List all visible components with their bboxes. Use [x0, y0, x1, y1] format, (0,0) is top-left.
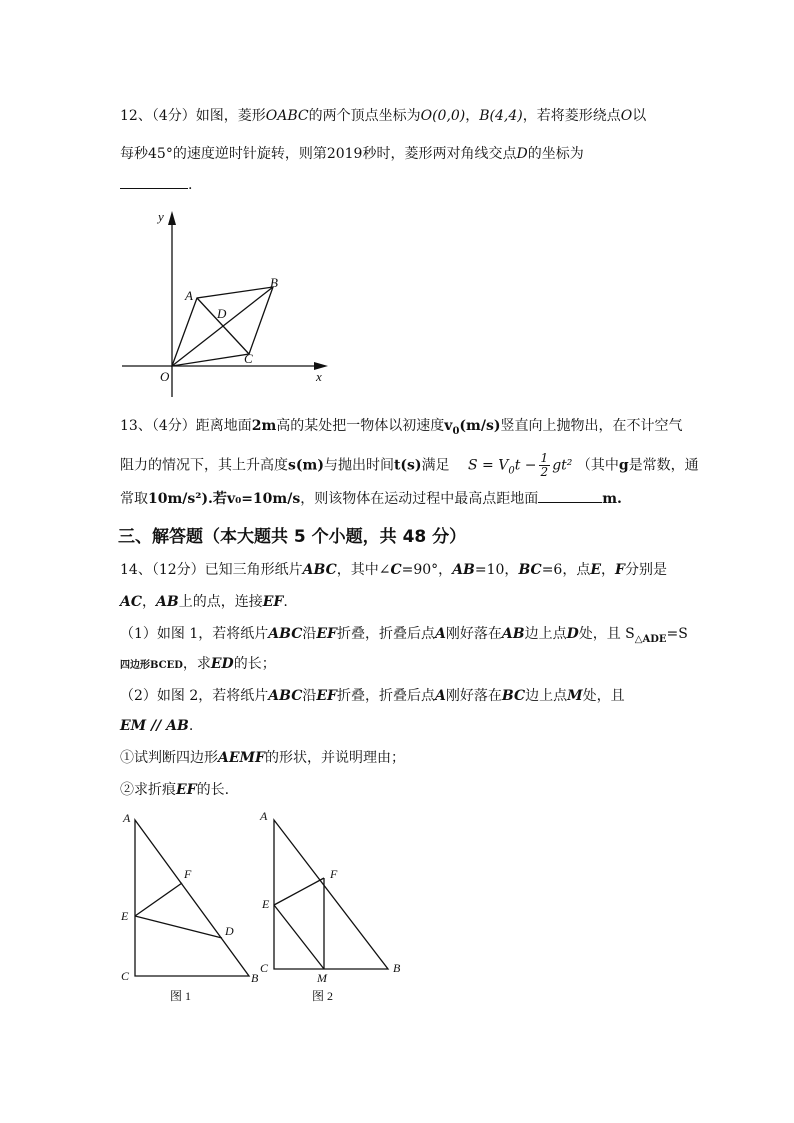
label-m: M: [317, 971, 327, 985]
text: 每秒: [120, 146, 148, 162]
q14-line-1: [120, 560, 667, 580]
math: v: [444, 418, 453, 434]
text: 折叠，折叠后点: [337, 626, 435, 642]
math: AB: [156, 594, 179, 610]
q14-line-2: [120, 592, 288, 612]
text: 14、（12分）已知三角形纸片: [120, 562, 303, 578]
text: 的坐标为: [527, 146, 584, 162]
text: 边上点: [524, 626, 567, 642]
segment-em: [274, 905, 324, 969]
formula-part: 0: [508, 465, 515, 477]
label-c: C: [260, 961, 269, 975]
text: （2）如图 2，若将纸片: [120, 688, 269, 704]
text: .: [283, 594, 288, 610]
math: BC: [518, 562, 542, 578]
text: ，若将菱形绕点: [522, 108, 621, 124]
text: =90°，: [401, 562, 453, 578]
text: ，则该物体在运动过程中最高点距地面: [300, 491, 539, 507]
text: 的长.: [196, 782, 230, 798]
segment-ed: [135, 916, 222, 938]
text: 刚好落在: [445, 688, 502, 704]
math: F: [615, 562, 625, 578]
label-e: E: [262, 897, 270, 911]
math: A: [435, 626, 446, 642]
math: ABC: [268, 626, 303, 642]
q12-answer-line: [120, 174, 192, 195]
answer-blank: [120, 174, 188, 189]
text: ①试判断四边形: [120, 750, 218, 766]
denominator: 2: [540, 465, 549, 479]
segment-ef: [274, 878, 324, 905]
math: ABC: [268, 688, 303, 704]
formula-part: gt²: [552, 457, 573, 474]
math: OABC: [265, 108, 309, 124]
math: s(m): [288, 457, 324, 474]
math: AB: [501, 626, 525, 642]
text: ，: [601, 562, 615, 578]
label-b: B: [393, 961, 401, 975]
math: E: [590, 562, 601, 578]
fraction: [539, 452, 551, 479]
q14-part2-line-1: [120, 686, 625, 706]
math: EF: [316, 688, 337, 704]
segment-ef: [135, 883, 182, 916]
text: 的形状，并说明理由；: [264, 750, 405, 766]
math: B(4,4): [479, 108, 523, 124]
text: 竖直向上抛物出，在不计空气: [500, 418, 683, 434]
text: ，: [465, 108, 480, 124]
math: t(s): [393, 457, 422, 474]
q12-line-2: [120, 144, 584, 164]
text: 阻力的情况下，其上升高度: [120, 457, 288, 474]
text: 12、（4分）如图，菱形: [120, 108, 266, 124]
text: 常取: [120, 491, 148, 507]
label-d: D: [217, 306, 227, 321]
q14-part1-line-1: [120, 624, 688, 650]
text: .: [188, 177, 193, 193]
text: （1）如图 1，若将纸片: [120, 626, 269, 642]
text: 上的点，连接: [178, 594, 263, 610]
q13-line-1: [120, 416, 682, 442]
math: g: [618, 457, 629, 474]
label-a: A: [260, 809, 268, 823]
triangle-abc: [135, 820, 249, 976]
text: 处，且 S: [578, 626, 635, 642]
y-axis-arrow: [168, 211, 176, 225]
text: ，求: [182, 656, 211, 672]
math: C: [390, 562, 402, 578]
math: M: [567, 688, 583, 704]
math: 四边形BCED: [120, 660, 183, 671]
text: 刚好落在: [445, 626, 502, 642]
math: 2019: [326, 146, 363, 162]
label-f: F: [184, 867, 192, 881]
label-d: D: [225, 924, 234, 938]
math: AEMF: [218, 750, 265, 766]
text: 的两个顶点坐标为: [308, 108, 421, 124]
text: 的长；: [233, 656, 276, 672]
math: (m/s): [459, 418, 501, 434]
label-b: B: [251, 971, 259, 985]
text: ，: [142, 594, 157, 610]
text: 高的某处把一物体以初速度: [276, 418, 445, 434]
text: 边上点: [525, 688, 568, 704]
label-o: O: [160, 369, 170, 384]
section-3-heading: 三、解答题（本大题共 5 个小题，共 48 分）: [118, 527, 467, 547]
math: O(0,0): [420, 108, 466, 124]
formula-part: t −: [514, 457, 537, 474]
text: 沿: [302, 688, 317, 704]
figure-caption: 图 2: [312, 989, 334, 1003]
text: m.: [602, 491, 622, 507]
q12-line-1: [120, 106, 646, 126]
math: △ADE: [634, 633, 667, 645]
math: 0: [452, 425, 460, 437]
math: v₀=10m/s: [226, 491, 301, 507]
formula: [468, 452, 572, 481]
math: ABC: [302, 562, 337, 578]
figure-caption: 图 1: [170, 989, 192, 1003]
formula-part: S = V: [468, 457, 509, 474]
label-x: x: [316, 369, 322, 384]
text: ).若: [201, 491, 227, 507]
text: 秒时，菱形两对角线交点: [362, 146, 517, 162]
text: 与抛出时间: [323, 457, 394, 474]
q14-figure-1: [112, 808, 272, 1008]
math: AC: [120, 594, 143, 610]
answer-blank: [538, 488, 602, 503]
text: ②求折痕: [120, 782, 176, 798]
text: ，其中∠: [336, 562, 391, 578]
text: =10，: [474, 562, 519, 578]
text: 分别是: [624, 562, 667, 578]
text: （其中: [576, 457, 619, 474]
math: A: [435, 688, 446, 704]
text: 的速度逆时针旋转，则第: [172, 146, 327, 162]
label-a: A: [123, 811, 131, 825]
label-e: E: [121, 909, 129, 923]
q13-line-3: [120, 488, 622, 509]
text: 13、（4分）距离地面: [120, 418, 252, 434]
math: O: [620, 108, 633, 124]
text: =S: [666, 626, 688, 642]
q14-sub2: [120, 780, 229, 800]
q14-sub1: [120, 748, 405, 768]
math: 45°: [148, 146, 173, 162]
label-c: C: [244, 351, 253, 366]
math: BC: [501, 688, 526, 704]
math: AB: [452, 562, 475, 578]
q12-figure: [110, 205, 340, 405]
label-f: F: [330, 867, 338, 881]
text: =6，点: [541, 562, 591, 578]
math: EF: [176, 782, 197, 798]
math: ED: [210, 656, 234, 672]
math: 2m: [251, 418, 277, 434]
label-y: y: [158, 209, 164, 224]
q14-part1-line-2: [120, 654, 276, 676]
math: EF: [262, 594, 284, 610]
text: 折叠，折叠后点: [337, 688, 435, 704]
label-b: B: [270, 275, 278, 290]
text: 是常数，通: [628, 457, 699, 474]
math: EM // AB: [120, 718, 189, 734]
q14-part2-line-2: [120, 716, 193, 736]
label-c: C: [121, 969, 130, 983]
math: D: [516, 146, 528, 162]
triangle-abc: [274, 820, 388, 969]
math: 10m/s²: [148, 491, 202, 507]
label-a: A: [185, 288, 193, 303]
q13-line-2: [120, 452, 699, 481]
text: 以: [632, 108, 647, 124]
text: .: [188, 718, 194, 734]
q14-figure-2: [252, 808, 412, 1008]
math: D: [566, 626, 579, 642]
text: 满足: [421, 457, 450, 474]
numerator: 1: [540, 451, 549, 465]
math: EF: [316, 626, 337, 642]
text: 处，且: [582, 688, 625, 704]
text: 沿: [302, 626, 317, 642]
